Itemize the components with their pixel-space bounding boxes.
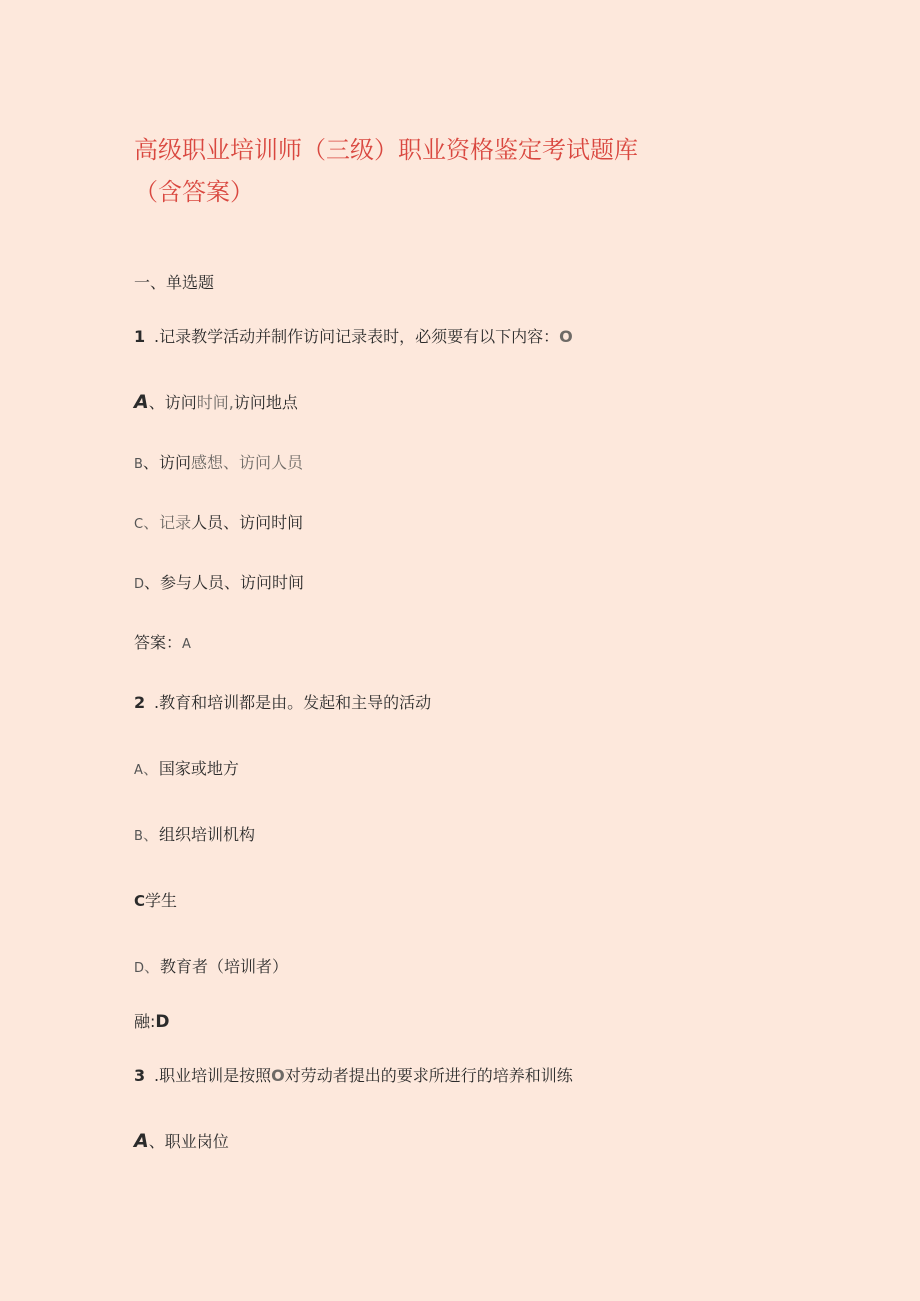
option-separator: 、: [142, 825, 159, 844]
document-title: 高级职业培训师（三级）职业资格鉴定考试题库（含答案）: [134, 136, 638, 206]
option-separator: 、: [142, 759, 159, 778]
question-2-option-a: [134, 758, 239, 782]
answer-value: A: [182, 637, 191, 652]
option-letter: B: [134, 829, 143, 844]
option-text: 教育者（培训者）: [160, 957, 289, 976]
question-number: 1: [134, 327, 146, 346]
option-text: 参与人员、访问时间: [160, 573, 305, 592]
question-1-option-c: [134, 512, 303, 536]
option-text: 记录: [159, 513, 192, 532]
question-blank-marker: O: [271, 1066, 285, 1085]
section-heading: 一、单选题: [134, 273, 215, 292]
option-separator: 、: [144, 573, 161, 592]
question-1-option-d: [134, 572, 304, 596]
option-letter: A: [134, 1130, 149, 1152]
option-separator: 、: [144, 957, 161, 976]
question-3-stem: [134, 1065, 573, 1087]
option-letter: B: [134, 457, 143, 472]
question-2-option-b: [134, 824, 255, 848]
question-text: .职业培训是按照: [154, 1066, 272, 1085]
answer-value: D: [155, 1012, 170, 1032]
question-blank-marker: O: [559, 327, 573, 346]
option-letter: D: [134, 577, 145, 592]
option-text: 访问: [164, 393, 197, 412]
option-text: 时间,: [196, 393, 234, 412]
question-1-stem: [134, 326, 573, 348]
option-letter: A: [134, 763, 143, 778]
option-letter: C: [134, 517, 144, 532]
question-1-answer: [134, 632, 191, 656]
option-text: 访问地点: [233, 393, 298, 412]
option-text: 感想、访问人员: [190, 453, 303, 472]
question-1-option-a: [134, 391, 298, 414]
option-text: 学生: [145, 891, 178, 910]
question-2-option-c: [134, 890, 177, 912]
question-2-option-d: [134, 956, 288, 980]
question-text: .教育和培训都是由。发起和主导的活动: [154, 693, 432, 712]
question-2-answer: [134, 1011, 170, 1033]
question-3-option-a: [134, 1130, 229, 1153]
option-text: 组织培训机构: [158, 825, 255, 844]
option-separator: 、: [142, 453, 159, 472]
answer-label: 融:: [134, 1012, 156, 1031]
question-2-stem: [134, 692, 431, 714]
question-text: .记录教学活动并制作访问记录表时，必须要有以下内容：: [154, 327, 560, 346]
option-separator: 、: [143, 513, 160, 532]
question-1-option-b: [134, 452, 303, 476]
option-text: 人员、访问时间: [191, 513, 304, 532]
answer-label: 答案：: [134, 633, 183, 652]
option-letter: A: [134, 391, 149, 413]
question-number: 2: [134, 693, 146, 712]
option-letter: D: [134, 961, 145, 976]
option-separator: 、: [148, 393, 165, 412]
option-text: 访问: [158, 453, 191, 472]
option-text: 职业岗位: [164, 1132, 229, 1151]
option-separator: 、: [148, 1132, 165, 1151]
question-number: 3: [134, 1066, 146, 1085]
option-letter: C: [134, 892, 146, 910]
option-text: 国家或地方: [158, 759, 239, 778]
question-text: 对劳动者提出的要求所进行的培养和训练: [284, 1066, 573, 1085]
